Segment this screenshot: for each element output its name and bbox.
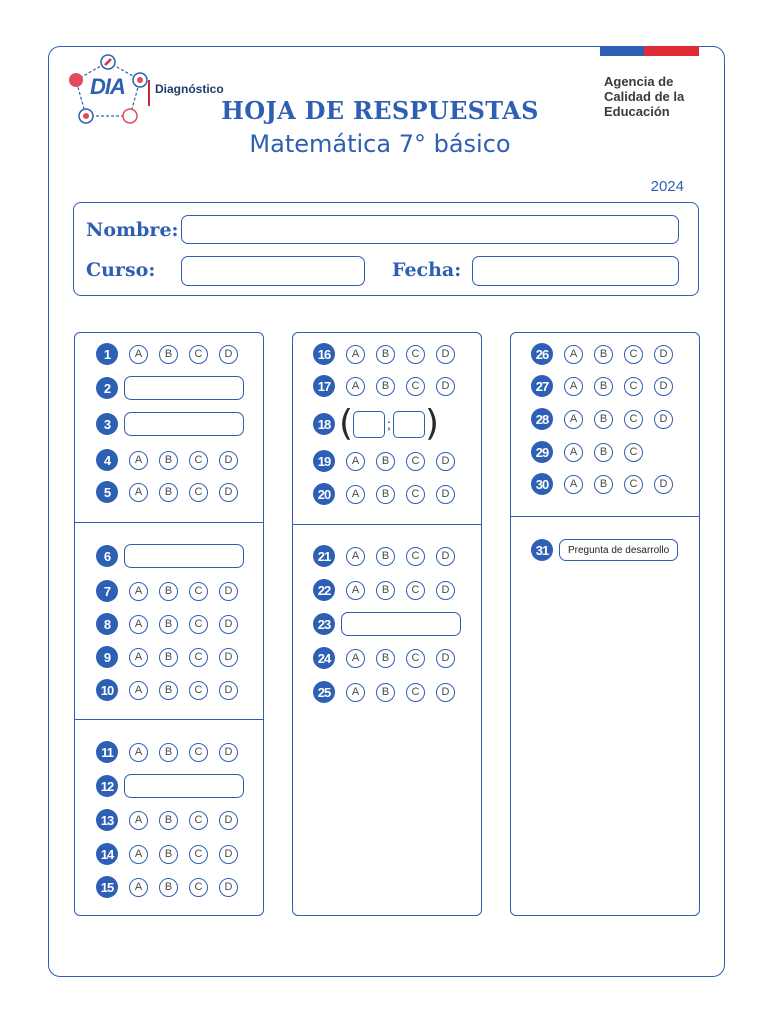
question-row-17 bbox=[313, 374, 455, 398]
option-bubble-b[interactable]: B bbox=[159, 451, 178, 470]
option-bubble-a[interactable]: A bbox=[564, 443, 583, 462]
column-1-divider-1 bbox=[74, 522, 264, 523]
answer-box[interactable] bbox=[124, 774, 244, 798]
option-bubble-c[interactable]: C bbox=[406, 485, 425, 504]
question-number-badge: 15 bbox=[96, 876, 118, 898]
page-subtitle: Matemática 7° básico bbox=[249, 130, 511, 158]
option-bubble-c[interactable]: C bbox=[189, 648, 208, 667]
question-number-badge: 18 bbox=[313, 413, 335, 435]
option-bubble-b[interactable]: B bbox=[159, 345, 178, 364]
question-row-13 bbox=[96, 808, 238, 832]
option-bubble-b[interactable]: B bbox=[376, 683, 395, 702]
option-bubble-d[interactable]: D bbox=[219, 845, 238, 864]
option-bubble-c[interactable]: C bbox=[189, 345, 208, 364]
question-row-29 bbox=[531, 440, 643, 464]
question-number-badge: 21 bbox=[313, 545, 335, 567]
answer-box[interactable] bbox=[124, 376, 244, 400]
option-bubble-b[interactable]: B bbox=[376, 377, 395, 396]
question-number-badge: 8 bbox=[96, 613, 118, 635]
option-bubble-a[interactable]: A bbox=[129, 811, 148, 830]
question-row-31 bbox=[531, 538, 678, 562]
question-number-badge: 28 bbox=[531, 408, 553, 430]
question-number-badge: 31 bbox=[531, 539, 553, 561]
question-row-27 bbox=[531, 374, 673, 398]
option-bubble-b[interactable]: B bbox=[159, 648, 178, 667]
option-bubble-b[interactable]: B bbox=[376, 345, 395, 364]
question-row-26 bbox=[531, 342, 673, 366]
option-bubble-b[interactable]: B bbox=[594, 345, 613, 364]
option-bubble-a[interactable]: A bbox=[129, 845, 148, 864]
option-bubble-a[interactable]: A bbox=[129, 582, 148, 601]
option-bubble-b[interactable]: B bbox=[159, 845, 178, 864]
option-bubble-b[interactable]: B bbox=[159, 743, 178, 762]
option-bubble-d[interactable]: D bbox=[436, 377, 455, 396]
question-row-10 bbox=[96, 678, 238, 702]
logo-caption: Diagnóstico bbox=[155, 82, 224, 96]
question-number-badge: 24 bbox=[313, 647, 335, 669]
question-number-badge: 2 bbox=[96, 377, 118, 399]
question-number-badge: 6 bbox=[96, 545, 118, 567]
question-row-14 bbox=[96, 842, 238, 866]
option-bubble-d[interactable]: D bbox=[219, 648, 238, 667]
question-row-1 bbox=[96, 342, 238, 366]
question-number-badge: 16 bbox=[313, 343, 335, 365]
option-bubble-c[interactable]: C bbox=[189, 845, 208, 864]
option-bubble-d[interactable]: D bbox=[219, 483, 238, 502]
right-parenthesis: ) bbox=[424, 403, 439, 444]
option-bubble-d[interactable]: D bbox=[219, 811, 238, 830]
option-bubble-d[interactable]: D bbox=[436, 547, 455, 566]
option-bubble-c[interactable]: C bbox=[189, 582, 208, 601]
option-bubble-c[interactable]: C bbox=[406, 649, 425, 668]
option-bubble-c[interactable]: C bbox=[189, 483, 208, 502]
option-bubble-c[interactable]: C bbox=[189, 743, 208, 762]
option-bubble-a[interactable]: A bbox=[346, 452, 365, 471]
question-row-19 bbox=[313, 449, 455, 473]
answer-box[interactable] bbox=[124, 544, 244, 568]
option-bubble-c[interactable]: C bbox=[406, 452, 425, 471]
question-row-18 bbox=[313, 403, 439, 444]
question-row-11 bbox=[96, 740, 238, 764]
option-bubble-b[interactable]: B bbox=[594, 377, 613, 396]
question-number-badge: 10 bbox=[96, 679, 118, 701]
question-number-badge: 27 bbox=[531, 375, 553, 397]
column-3-divider bbox=[510, 516, 700, 517]
agency-line-1: Agencia de bbox=[604, 74, 674, 89]
question-row-28 bbox=[531, 407, 673, 431]
question-number-badge: 30 bbox=[531, 473, 553, 495]
option-bubble-c[interactable]: C bbox=[406, 345, 425, 364]
left-parenthesis: ( bbox=[339, 403, 354, 444]
question-row-24 bbox=[313, 646, 455, 670]
option-bubble-b[interactable]: B bbox=[376, 547, 395, 566]
option-bubble-a[interactable]: A bbox=[129, 615, 148, 634]
option-bubble-d[interactable]: D bbox=[436, 485, 455, 504]
option-bubble-d[interactable]: D bbox=[654, 345, 673, 364]
question-number-badge: 1 bbox=[96, 343, 118, 365]
agency-line-3: Educación bbox=[604, 104, 670, 119]
open-question-label: Pregunta de desarrollo bbox=[559, 539, 678, 561]
question-number-badge: 4 bbox=[96, 449, 118, 471]
option-bubble-a[interactable]: A bbox=[346, 649, 365, 668]
date-label: Fecha: bbox=[392, 259, 462, 281]
option-bubble-c[interactable]: C bbox=[624, 475, 643, 494]
option-bubble-d[interactable]: D bbox=[219, 878, 238, 897]
column-2-divider bbox=[292, 524, 482, 525]
pair-separator: ; bbox=[387, 416, 391, 432]
option-bubble-b[interactable]: B bbox=[159, 681, 178, 700]
question-number-badge: 13 bbox=[96, 809, 118, 831]
option-bubble-c[interactable]: C bbox=[189, 451, 208, 470]
question-number-badge: 9 bbox=[96, 646, 118, 668]
option-bubble-d[interactable]: D bbox=[436, 452, 455, 471]
option-bubble-b[interactable]: B bbox=[376, 452, 395, 471]
option-bubble-d[interactable]: D bbox=[219, 615, 238, 634]
option-bubble-a[interactable]: A bbox=[346, 345, 365, 364]
option-bubble-c[interactable]: C bbox=[624, 377, 643, 396]
option-bubble-c[interactable]: C bbox=[624, 410, 643, 429]
option-bubble-c[interactable]: C bbox=[406, 547, 425, 566]
question-row-9 bbox=[96, 645, 238, 669]
question-number-badge: 25 bbox=[313, 681, 335, 703]
option-bubble-d[interactable]: D bbox=[219, 743, 238, 762]
question-row-30 bbox=[531, 472, 673, 496]
question-row-4 bbox=[96, 448, 238, 472]
question-row-6 bbox=[96, 544, 244, 568]
question-number-badge: 17 bbox=[313, 375, 335, 397]
question-row-25 bbox=[313, 680, 455, 704]
question-number-badge: 29 bbox=[531, 441, 553, 463]
answer-box[interactable] bbox=[124, 412, 244, 436]
option-bubble-d[interactable]: D bbox=[436, 649, 455, 668]
option-bubble-d[interactable]: D bbox=[219, 582, 238, 601]
question-number-badge: 19 bbox=[313, 450, 335, 472]
question-number-badge: 14 bbox=[96, 843, 118, 865]
agency-line-2: Calidad de la bbox=[604, 89, 685, 104]
question-number-badge: 12 bbox=[96, 775, 118, 797]
course-label: Curso: bbox=[86, 259, 156, 281]
option-bubble-d[interactable]: D bbox=[219, 681, 238, 700]
column-1-divider-2 bbox=[74, 719, 264, 720]
option-bubble-a[interactable]: A bbox=[346, 683, 365, 702]
option-bubble-b[interactable]: B bbox=[159, 582, 178, 601]
question-number-badge: 20 bbox=[313, 483, 335, 505]
option-bubble-a[interactable]: A bbox=[129, 681, 148, 700]
option-bubble-d[interactable]: D bbox=[436, 345, 455, 364]
option-bubble-c[interactable]: C bbox=[189, 681, 208, 700]
option-bubble-a[interactable]: A bbox=[564, 410, 583, 429]
option-bubble-b[interactable]: B bbox=[376, 581, 395, 600]
option-bubble-b[interactable]: B bbox=[594, 443, 613, 462]
question-row-15 bbox=[96, 875, 238, 899]
agency-name bbox=[604, 74, 714, 119]
page-title: HOJA DE RESPUESTAS bbox=[221, 96, 539, 125]
dia-logo bbox=[68, 54, 156, 128]
option-bubble-a[interactable]: A bbox=[129, 878, 148, 897]
question-row-7 bbox=[96, 579, 238, 603]
question-row-8 bbox=[96, 612, 238, 636]
course-field[interactable] bbox=[181, 256, 365, 286]
option-bubble-c[interactable]: C bbox=[189, 811, 208, 830]
question-number-badge: 7 bbox=[96, 580, 118, 602]
option-bubble-c[interactable]: C bbox=[624, 345, 643, 364]
question-row-20 bbox=[313, 482, 455, 506]
option-bubble-d[interactable]: D bbox=[654, 410, 673, 429]
option-bubble-c[interactable]: C bbox=[406, 683, 425, 702]
option-bubble-b[interactable]: B bbox=[376, 485, 395, 504]
logo-separator bbox=[148, 80, 150, 106]
option-bubble-a[interactable]: A bbox=[129, 451, 148, 470]
question-row-21 bbox=[313, 544, 455, 568]
question-row-3 bbox=[96, 412, 244, 436]
logo-text: DIA bbox=[90, 74, 125, 99]
question-number-badge: 5 bbox=[96, 481, 118, 503]
pair-first-box[interactable] bbox=[353, 411, 385, 438]
option-bubble-c[interactable]: C bbox=[189, 615, 208, 634]
student-info-box bbox=[73, 202, 699, 296]
question-row-12 bbox=[96, 774, 244, 798]
option-bubble-a[interactable]: A bbox=[346, 547, 365, 566]
option-bubble-a[interactable]: A bbox=[129, 345, 148, 364]
option-bubble-a[interactable]: A bbox=[564, 475, 583, 494]
option-bubble-b[interactable]: B bbox=[594, 475, 613, 494]
option-bubble-c[interactable]: C bbox=[624, 443, 643, 462]
option-bubble-a[interactable]: A bbox=[564, 377, 583, 396]
option-bubble-d[interactable]: D bbox=[436, 581, 455, 600]
answer-box[interactable] bbox=[341, 612, 461, 636]
name-field[interactable] bbox=[181, 215, 679, 244]
question-row-16 bbox=[313, 342, 455, 366]
name-label: Nombre: bbox=[86, 219, 179, 241]
option-bubble-d[interactable]: D bbox=[436, 683, 455, 702]
question-row-5 bbox=[96, 480, 238, 504]
option-bubble-a[interactable]: A bbox=[346, 377, 365, 396]
year-label: 2024 bbox=[650, 178, 684, 195]
question-row-23 bbox=[313, 612, 461, 636]
option-bubble-a[interactable]: A bbox=[129, 743, 148, 762]
option-bubble-b[interactable]: B bbox=[159, 615, 178, 634]
question-number-badge: 23 bbox=[313, 613, 335, 635]
option-bubble-b[interactable]: B bbox=[159, 483, 178, 502]
option-bubble-d[interactable]: D bbox=[654, 377, 673, 396]
option-bubble-a[interactable]: A bbox=[346, 581, 365, 600]
date-field[interactable] bbox=[472, 256, 679, 286]
option-bubble-c[interactable]: C bbox=[189, 878, 208, 897]
option-bubble-b[interactable]: B bbox=[159, 811, 178, 830]
option-bubble-b[interactable]: B bbox=[376, 649, 395, 668]
option-bubble-a[interactable]: A bbox=[564, 345, 583, 364]
option-bubble-a[interactable]: A bbox=[129, 648, 148, 667]
question-row-2 bbox=[96, 376, 244, 400]
option-bubble-b[interactable]: B bbox=[159, 878, 178, 897]
flag-stripe bbox=[600, 46, 699, 56]
option-bubble-c[interactable]: C bbox=[406, 377, 425, 396]
question-number-badge: 3 bbox=[96, 413, 118, 435]
option-bubble-d[interactable]: D bbox=[219, 345, 238, 364]
option-bubble-d[interactable]: D bbox=[654, 475, 673, 494]
option-bubble-d[interactable]: D bbox=[219, 451, 238, 470]
question-row-22 bbox=[313, 578, 455, 602]
question-number-badge: 11 bbox=[96, 741, 118, 763]
ordered-pair-answer bbox=[339, 403, 439, 444]
option-bubble-b[interactable]: B bbox=[594, 410, 613, 429]
question-number-badge: 26 bbox=[531, 343, 553, 365]
question-number-badge: 22 bbox=[313, 579, 335, 601]
option-bubble-a[interactable]: A bbox=[129, 483, 148, 502]
option-bubble-a[interactable]: A bbox=[346, 485, 365, 504]
option-bubble-c[interactable]: C bbox=[406, 581, 425, 600]
pair-second-box[interactable] bbox=[393, 411, 425, 438]
